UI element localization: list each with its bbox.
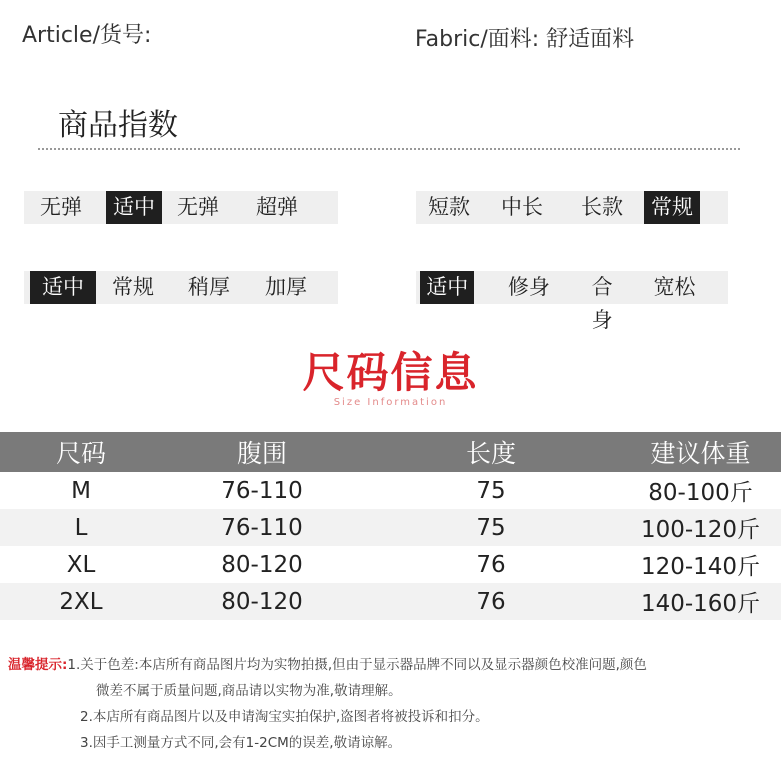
tip-text: 1.关于色差:本店所有商品图片均为实物拍摄,但由于显示器品牌不同以及显示器颜色校准问题,颜色 [67,657,647,673]
index-option: 稍厚 [188,275,230,299]
cell-length: 75 [476,514,506,541]
cell-size: XL [66,551,96,578]
header-size: 尺码 [55,439,106,468]
fabric-label: Fabric/面料: [415,27,540,52]
cell-size: 2XL [59,588,103,615]
size-info-title: 尺码信息 [302,348,479,397]
index-option: 无弹 [40,195,82,219]
index-option-selected: 适中 [106,191,162,224]
tip-line: 2.本店所有商品图片以及申请淘宝实拍保护,盗图者将被投诉和扣分。 [80,709,489,725]
table-row [0,472,781,509]
dotted-divider [38,148,740,150]
index-option-selected: 适中 [420,271,474,304]
cell-weight: 80-100斤 [648,480,753,506]
index-option: 短款 [428,195,470,219]
index-group-length [416,191,728,224]
tips-block [8,652,773,756]
article-label: Article/货号: [22,23,152,48]
header-waist: 腹围 [236,439,287,468]
section-title: 商品指数 [58,108,178,143]
index-option-selected: 适中 [30,271,96,304]
cell-waist: 76-110 [221,477,303,504]
size-table [0,432,781,620]
index-group-thickness [24,271,338,304]
cell-length: 76 [476,551,506,578]
table-row [0,583,781,620]
cell-length: 75 [476,477,506,504]
cell-size: M [71,477,91,504]
tip-line [8,652,773,678]
index-option: 长款 [581,195,623,219]
fabric-value: 舒适面料 [546,27,635,52]
tip-line: 微差不属于质量问题,商品请以实物为准,敬请理解。 [96,683,402,699]
index-option-selected: 常规 [644,191,700,224]
table-row [0,509,781,546]
index-group-fit [416,271,728,332]
index-option: 常规 [112,275,154,299]
index-option: 中长 [501,195,543,219]
tips-label: 温馨提示: [8,657,68,673]
cell-size: L [74,514,88,541]
fabric-info [415,22,634,53]
cell-waist: 80-120 [221,588,303,615]
cell-weight: 120-140斤 [640,554,761,580]
index-option: 超弹 [256,195,298,219]
header-length: 长度 [465,439,516,468]
cell-length: 76 [476,588,506,615]
index-option: 加厚 [265,275,307,299]
cell-waist: 76-110 [221,514,303,541]
index-group-elasticity [24,191,338,224]
size-info-subtitle: Size Information [333,397,448,408]
tip-line: 3.因手工测量方式不同,会有1-2CM的误差,敬请谅解。 [80,735,402,751]
header-weight: 建议体重 [650,439,751,468]
index-option: 宽松 [653,275,696,299]
index-option: 无弹 [177,195,219,219]
cell-weight: 100-120斤 [640,517,761,543]
table-row [0,546,781,583]
index-option: 修身 [507,275,550,299]
index-option: 合身 [591,275,613,332]
cell-weight: 140-160斤 [640,591,761,617]
table-header-row [0,432,781,472]
cell-waist: 80-120 [221,551,303,578]
